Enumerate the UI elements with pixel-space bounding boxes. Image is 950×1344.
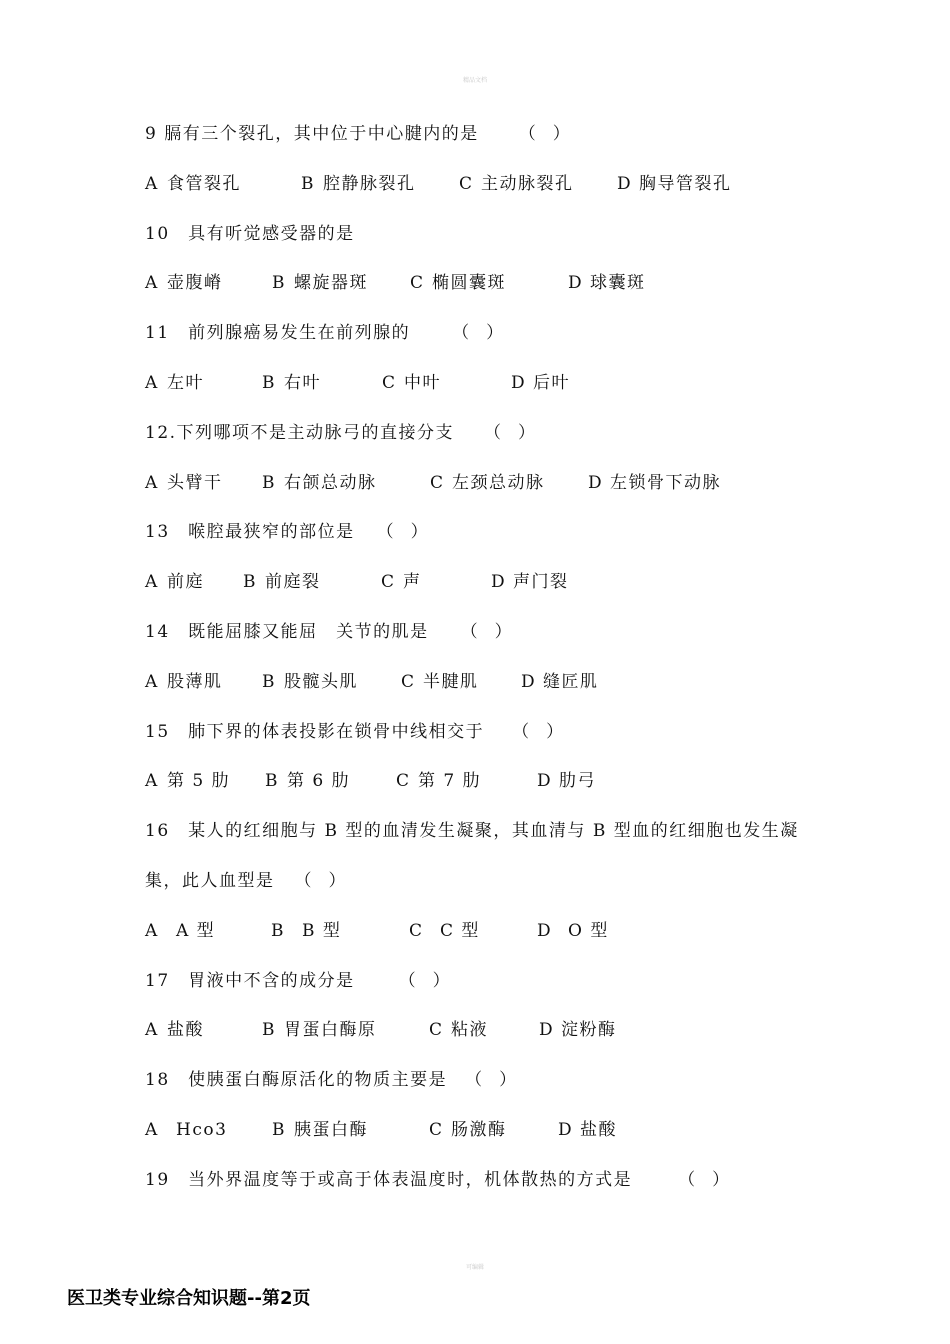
option-c: C 主动脉裂孔	[459, 173, 574, 194]
option-d: D 肋弓	[537, 771, 596, 792]
question-text-continued: 集，此人血型是	[145, 870, 275, 891]
question-stem	[145, 317, 825, 367]
option-b: B 股髋头肌	[262, 671, 358, 692]
question-text: 13 喉腔最狭窄的部位是	[145, 522, 355, 543]
question-text: 10 具有听觉感受器的是	[145, 223, 355, 244]
question-text: 19 当外界温度等于或高于体表温度时，机体散热的方式是	[145, 1169, 633, 1190]
question-list	[145, 118, 825, 1214]
question-text: 11 前列腺癌易发生在前列腺的	[145, 323, 411, 344]
answer-blank: （ ）	[484, 422, 536, 443]
option-a: A 壶腹嵴	[145, 273, 223, 294]
option-a: A 前庭	[145, 572, 204, 593]
option-b: B 右颌总动脉	[262, 472, 377, 493]
answer-blank: （ ）	[376, 522, 428, 543]
option-c: C 肠激酶	[429, 1119, 507, 1140]
question-stem	[145, 516, 825, 566]
option-row	[145, 566, 825, 616]
option-row	[145, 765, 825, 815]
answer-blank: （ ）	[452, 323, 504, 344]
answer-blank: （ ）	[518, 124, 570, 144]
option-b: B 胃蛋白酶原	[262, 1020, 377, 1041]
option-d: D 球囊斑	[568, 273, 646, 294]
question-text: 18 使胰蛋白酶原活化的物质主要是	[145, 1070, 448, 1091]
option-a: A 股薄肌	[145, 671, 223, 692]
option-a: A 食管裂孔	[145, 173, 241, 194]
question-stem	[145, 616, 825, 666]
question-stem	[145, 118, 825, 168]
option-c: C 第 7 肋	[396, 771, 482, 792]
option-b: B 腔静脉裂孔	[301, 173, 416, 194]
question-stem	[145, 417, 825, 467]
option-c: C 中叶	[382, 372, 441, 393]
question-stem	[145, 1064, 825, 1114]
header-watermark: 精品文档	[462, 77, 487, 84]
option-d: D 左锁骨下动脉	[588, 472, 721, 493]
option-row	[145, 467, 825, 517]
option-b: B 胰蛋白酶	[272, 1119, 368, 1140]
question-text: 17 胃液中不含的成分是	[145, 970, 355, 991]
option-row	[145, 1014, 825, 1064]
question-stem	[145, 218, 825, 268]
option-c: C C 型	[409, 920, 480, 941]
option-row	[145, 915, 825, 965]
option-b: B 第 6 肋	[265, 771, 351, 792]
option-a: A 头臂干	[145, 472, 223, 493]
option-c: C 声	[381, 572, 422, 593]
option-row	[145, 1114, 825, 1164]
question-stem	[145, 1164, 825, 1214]
question-stem-continued	[145, 865, 825, 915]
option-c: C 粘液	[429, 1020, 488, 1041]
option-b: B 前庭裂	[243, 572, 321, 593]
option-a: A 左叶	[145, 372, 204, 393]
option-d: D 盐酸	[558, 1119, 617, 1140]
answer-blank: （ ）	[460, 621, 512, 642]
footer-watermark: 可编辑	[465, 1264, 484, 1271]
question-text: 12.下列哪项不是主动脉弓的直接分支	[145, 422, 455, 443]
option-d: D 胸导管裂孔	[617, 173, 732, 194]
option-row	[145, 367, 825, 417]
option-d: D 淀粉酶	[539, 1020, 617, 1041]
option-a: A 盐酸	[145, 1020, 204, 1041]
question-text: 9 膈有三个裂孔，其中位于中心腱内的是	[145, 124, 479, 144]
option-c: C 半腱肌	[401, 671, 479, 692]
page-footer-title: 医卫类专业综合知识题--第2页	[67, 1288, 311, 1309]
option-b: B 右叶	[262, 372, 321, 393]
answer-blank: （ ）	[465, 1070, 517, 1091]
option-c: C 椭圆囊斑	[410, 273, 506, 294]
answer-blank: （ ）	[398, 970, 450, 991]
answer-blank: （ ）	[294, 870, 346, 891]
option-d: D 后叶	[511, 372, 570, 393]
option-d: D 缝匠肌	[521, 671, 599, 692]
option-a: A 第 5 肋	[145, 771, 231, 792]
question-text: 16 某人的红细胞与 B 型的血清发生凝聚，其血清与 B 型血的红细胞也发生凝	[145, 821, 799, 842]
question-text: 15 肺下界的体表投影在锁骨中线相交于	[145, 721, 485, 742]
answer-blank: （ ）	[678, 1169, 730, 1190]
option-b: B B 型	[271, 920, 342, 941]
option-a: A A 型	[145, 920, 216, 941]
option-c: C 左颈总动脉	[430, 472, 545, 493]
question-text: 14 既能屈膝又能屈 关节的肌是	[145, 621, 429, 642]
option-a: A Hco3	[145, 1119, 228, 1140]
question-stem	[145, 815, 825, 865]
option-row	[145, 267, 825, 317]
option-d: D 声门裂	[491, 572, 569, 593]
question-stem	[145, 965, 825, 1015]
option-b: B 螺旋器斑	[272, 273, 368, 294]
option-row	[145, 666, 825, 716]
option-row	[145, 168, 825, 218]
question-stem	[145, 716, 825, 766]
answer-blank: （ ）	[512, 721, 564, 742]
option-d: D O 型	[537, 920, 609, 941]
